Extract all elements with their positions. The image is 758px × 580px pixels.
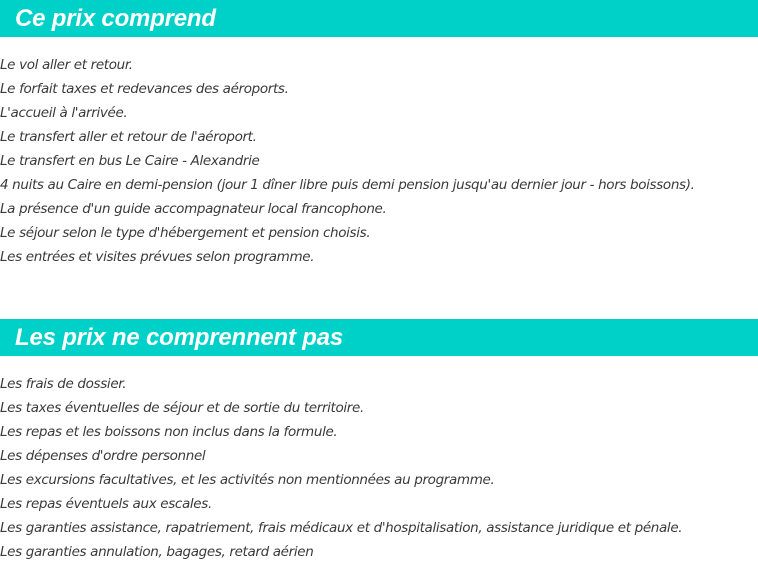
excluded-section-title: Les prix ne comprennent pas xyxy=(15,323,344,351)
excluded-item: Les taxes éventuelles de séjour et de sortie du territoire. xyxy=(0,400,364,416)
excluded-items-list xyxy=(0,372,682,564)
included-item: Le transfert en bus Le Caire - Alexandrie xyxy=(0,153,260,169)
excluded-item: Les repas et les boissons non inclus dans la formule. xyxy=(0,424,338,440)
included-item: Le vol aller et retour. xyxy=(0,57,133,73)
included-section-header xyxy=(0,0,758,37)
included-items-list xyxy=(0,53,695,269)
excluded-item: Les excursions facultatives, et les activités non mentionnées au programme. xyxy=(0,472,495,488)
included-item: Les entrées et visites prévues selon programme. xyxy=(0,249,315,265)
excluded-section-header xyxy=(0,319,758,356)
excluded-item: Les garanties assistance, rapatriement, frais médicaux et d'hospitalisation, assistance juridique et pénale. xyxy=(0,520,683,536)
excluded-item: Les garanties annulation, bagages, retard aérien xyxy=(0,544,314,560)
included-item: L'accueil à l'arrivée. xyxy=(0,105,128,121)
excluded-item: Les repas éventuels aux escales. xyxy=(0,496,212,512)
excluded-item: Les dépenses d'ordre personnel xyxy=(0,448,206,464)
included-section-title: Ce prix comprend xyxy=(15,4,216,32)
included-item: Le séjour selon le type d'hébergement et pension choisis. xyxy=(0,225,371,241)
included-item: Le forfait taxes et redevances des aéroports. xyxy=(0,81,289,97)
included-item: Le transfert aller et retour de l'aéroport. xyxy=(0,129,257,145)
excluded-item: Les frais de dossier. xyxy=(0,376,127,392)
included-item: La présence d'un guide accompagnateur local francophone. xyxy=(0,201,387,217)
included-item: 4 nuits au Caire en demi-pension (jour 1 dîner libre puis demi pension jusqu'au dernier jour - hors boissons). xyxy=(0,177,695,193)
